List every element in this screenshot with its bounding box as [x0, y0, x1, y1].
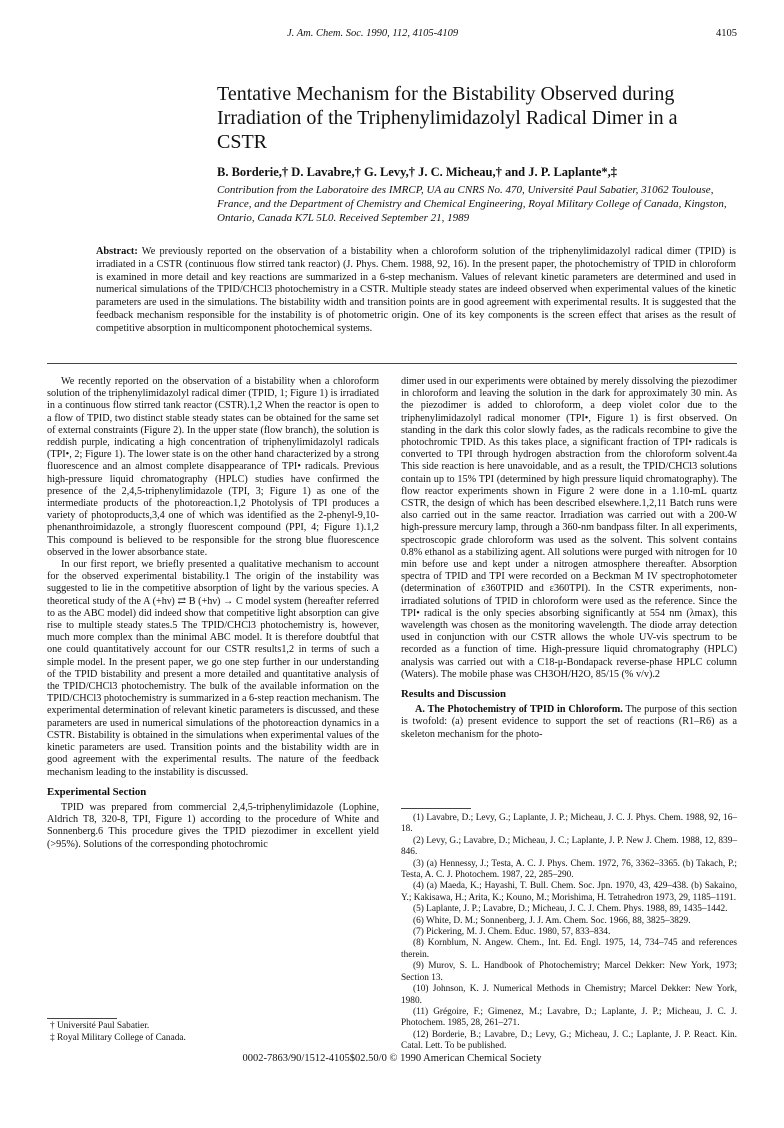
reference-item: (2) Levy, G.; Lavabre, D.; Micheau, J. C.; Laplante, J. P. New J. Chem. 1988, 12, 839–846.	[401, 835, 737, 858]
intro-paragraph-1: We recently reported on the observation of a bistability when a chloroform solution of the triphenylimidazolyl radical dimer (TPID, 1; Figure 1) is irradiated in a continuous flow stirred tank reactor (CSTR).1,2 When the reactor is open to a flow of TPID, two distinct stable steady states can be obtained for the same set of external constraints (Figure 2). In the upper state (flow branch), the solution is reddish purple, indicating a high concentration of triphenylimidazolyl radicals (TPI•, 2; Figure 1). The lower state is on the other hand characterized by a strong fluorescence and an almost complete disappearance of TPI• radicals. Previous high-pressure liquid chromatography (HPLC) studies have confirmed the presence of the 2,4,5-triphenylimidazole (TPI, 3; Figure 1) as one of the intermediate products of the photoreaction.1,2 Photolysis of TPI produces a variety of photoproducts,3,4 one of which was identified as the 2-phenyl-9,10-phenanthroimidazole, a strongly fluorescent compound (PPI, 4; Figure 1).1,2 This compound is believed to be responsible for the strong blue fluorescence observed in the lower absorbance state.	[47, 376, 379, 558]
page-number: 4105	[716, 28, 737, 39]
results-subheading: A. The Photochemistry of TPID in Chloroform.	[415, 704, 623, 716]
footnotes	[50, 1021, 350, 1044]
references-divider	[401, 808, 471, 809]
experimental-heading: Experimental Section	[47, 785, 147, 798]
footnote-divider	[47, 1018, 117, 1019]
experimental-paragraph: TPID was prepared from commercial 2,4,5-triphenylimidazole (Lophine, Aldrich T8, 320-8, TPI, Figure 1) according to the procedure of White and Sonnenberg.6 This procedure gives the TPID piezodimer in excellent yield (>95%). Solutions of the corresponding photochromic	[47, 801, 379, 850]
footnote-item: ‡ Royal Military College of Canada.	[50, 1032, 186, 1043]
reference-item: (1) Lavabre, D.; Levy, G.; Laplante, J. P.; Micheau, J. C. J. Phys. Chem. 1988, 92, 16–18.	[401, 813, 737, 835]
right-column	[401, 376, 737, 741]
reference-item: (10) Johnson, K. J. Numerical Methods in Chemistry; Marcel Dekker: New York, 1980.	[401, 984, 737, 1006]
left-column	[47, 376, 379, 851]
intro-paragraph-2: In our first report, we briefly presented a qualitative mechanism to account for the observed experimental bistability.1 The origin of the instability was suggested to lie in the competitive absorption of light by the various species. A theoretical study of the A (+hν) ⇄ B (+hν) → C model system (hereafter referred to as the ABC model) did indeed show that competitive light absorption can give rise to multiple steady states.5 The TPID/CHCl3 photochemistry is, however, much more complex than the minimal ABC model. It is therefore doubtful that one could quantitatively account for our CSTR results1,2 in terms of such a simple model. In the present paper, we go one step further in our understanding of the TPID bistability and present a more detailed and quantitative analysis of the TPID/CHCl3 photochemistry. The bulk of the available information on the TPID/CHCl3 photochemistry is summarized in a 6-step reaction mechanism. The experimental determination of relevant kinetic parameters is discussed, and these parameters are used in numerical simulations of the photoreaction dynamics in a CSTR. Bistability is obtained in the simulations when experimental values of the kinetic parameters are used. Transition points and the bistability width are in good agreement with the experimental results. The nature of the feedback mechanism leading to the instability is discussed.	[47, 559, 379, 778]
journal-header: J. Am. Chem. Soc. 1990, 112, 4105-4109	[287, 28, 459, 39]
reference-item: (9) Murov, S. L. Handbook of Photochemistry; Marcel Dekker: New York, 1973; Section 13.	[401, 961, 737, 983]
experimental-continuation: dimer used in our experiments were obtained by merely dissolving the piezodimer in chloroform and leaving the solution in the dark for approximately 30 min. As the piezodimer is added to chloroform, a deep violet color due to the triphenylimidazolyl radical monomer (TPI•, Figure 1) is first observed. On standing in the dark this color slowly fades, as the radicals recombine to give the photochromic TPID. As this takes place, a significant fraction of TPI• radicals is converted to TPI through hydrogen abstraction from the chloroform solvent.4a This side reaction is here unavoidable, and as a result, the TPID/CHCl3 solutions contain up to 15% TPI (determined by high pressure liquid chromatography). The flow reactor experiments shown in Figure 2 were done in a 1.10-mL quartz CSTR, the design of which has been described elsewhere.1,2,11 Batch runs were also carried out in the same reactor. Irradiation was carried out with a 200-W high-pressure mercury lamp, through a 360-nm bandpass filter. In all experiments, spectroscopic grade chloroform was used as the solvent. This solvent contains 0.8% ethanol as a stabilizing agent. All solutions were purged with nitrogen for 10 min before use and kept under a nitrogen atmosphere thereafter. Absorption spectra of TPID and TPI were recorded on a Beckman M IV spectrophotometer (determination of ε360TPID and ε360TPI). In the CSTR experiments, non-irradiated solutions of TPID in chloroform were used as the reference. Since the TPI• radical is the only species absorbing significantly at 554 nm (λmax), this wavelength was chosen as the monitoring wavelength. The diode array detection used in conjunction with our CSTR allows the whole UV-vis spectrum to be recorded as a function of time. High-pressure liquid chromatography (HPLC) analysis was carried out with a C18-μ-Bondapack reverse-phase HPLC column (Waters). The mobile phase was CH3OH/H2O, 85/15 (% v/v).2	[401, 376, 737, 680]
reference-item: (3) (a) Hennessy, J.; Testa, A. C. J. Phys. Chem. 1972, 76, 3362–3365. (b) Takach, P.; Testa, A. C. J. Photochem. 1987, 22, 285–290.	[401, 858, 737, 881]
reference-item: (4) (a) Maeda, K.; Hayashi, T. Bull. Chem. Soc. Jpn. 1970, 43, 429–438. (b) Sakaino, Y.; Kakisawa, H.; Arita, K.; Kouno, M.; Morishima, H. Tetrahedron 1973, 29, 1185–1191.	[401, 881, 737, 903]
reference-item: (7) Pickering, M. J. Chem. Educ. 1980, 57, 833–834.	[413, 927, 611, 938]
results-paragraph	[401, 704, 737, 741]
reference-item: (11) Grégoire, F.; Gimenez, M.; Lavabre, D.; Laplante, J. P.; Micheau, J. C. J. Photochem. 1985, 28, 261–271.	[401, 1006, 737, 1029]
abstract-text: We previously reported on the observation of a bistability when a chloroform solution of the triphenylimidazolyl radical dimer (TPID) is irradiated in a CSTR (continuous flow stirred tank reactor) (J. Phys. Chem. 1988, 92, 16). In the present paper, the photochemistry of TPID in chloroform is examined in more detail and key reactions are summarized in a 6-step mechanism. Values of relevant kinetic parameters are determined and used in numerical simulations of the TPID/CHCl3 photochemistry in a CSTR. Multiple steady states are indeed observed when experimental values of the kinetic parameters are used in the simulations. The bistability width and transition points are in good agreement with experimental results. It is suggested that the feedback mechanism responsible for the instability is of photometric origin. One of its key components is the screen effect that arises as the result of competitive absorption in multicomponent photochemical systems.	[96, 246, 736, 334]
results-text: The purpose of this section is twofold: (a) present evidence to support the set of reactions (R1–R6) as a skeleton mechanism for the photo-	[401, 704, 737, 740]
article-title: Tentative Mechanism for the Bistability Observed during Irradiation of the Triphenylimidazolyl Radical Dimer in a CSTR	[217, 83, 678, 153]
reference-item: (12) Borderie, B.; Lavabre, D.; Levy, G.; Micheau, J. C.; Laplante, J. P. React. Kin. Catal. Lett. To be published.	[401, 1029, 737, 1052]
reference-list	[401, 808, 737, 1053]
abstract-label: Abstract:	[96, 246, 138, 257]
copyright-line: 0002-7863/90/1512-4105$02.50/0 © 1990 American Chemical Society	[242, 1053, 542, 1064]
reference-item: (6) White, D. M.; Sonnenberg, J. J. Am. Chem. Soc. 1966, 88, 3825–3829.	[413, 915, 691, 926]
affiliation: Contribution from the Laboratoire des IMRCP, UA au CNRS No. 470, Université Paul Sabatier, 31062 Toulouse, France, and the Department of Chemistry and Chemical Engineering, Royal Military College of Canada, Kingston, Ontario, Canada K7L 5L0. Received September 21, 1989	[217, 184, 727, 224]
reference-item: (8) Kornblum, N. Angew. Chem., Int. Ed. Engl. 1975, 14, 734–745 and references therein.	[401, 938, 737, 960]
results-heading: Results and Discussion	[401, 688, 507, 701]
abstract-divider	[47, 363, 737, 364]
reference-item: (5) Laplante, J. P.; Lavabre, D.; Micheau, J. C. J. Chem. Phys. 1988, 89, 1435–1442.	[413, 904, 728, 915]
author-list: B. Borderie,† D. Lavabre,† G. Levy,† J. C. Micheau,† and J. P. Laplante*,‡	[217, 165, 618, 179]
abstract	[96, 246, 736, 336]
footnote-item: † Université Paul Sabatier.	[50, 1021, 150, 1031]
